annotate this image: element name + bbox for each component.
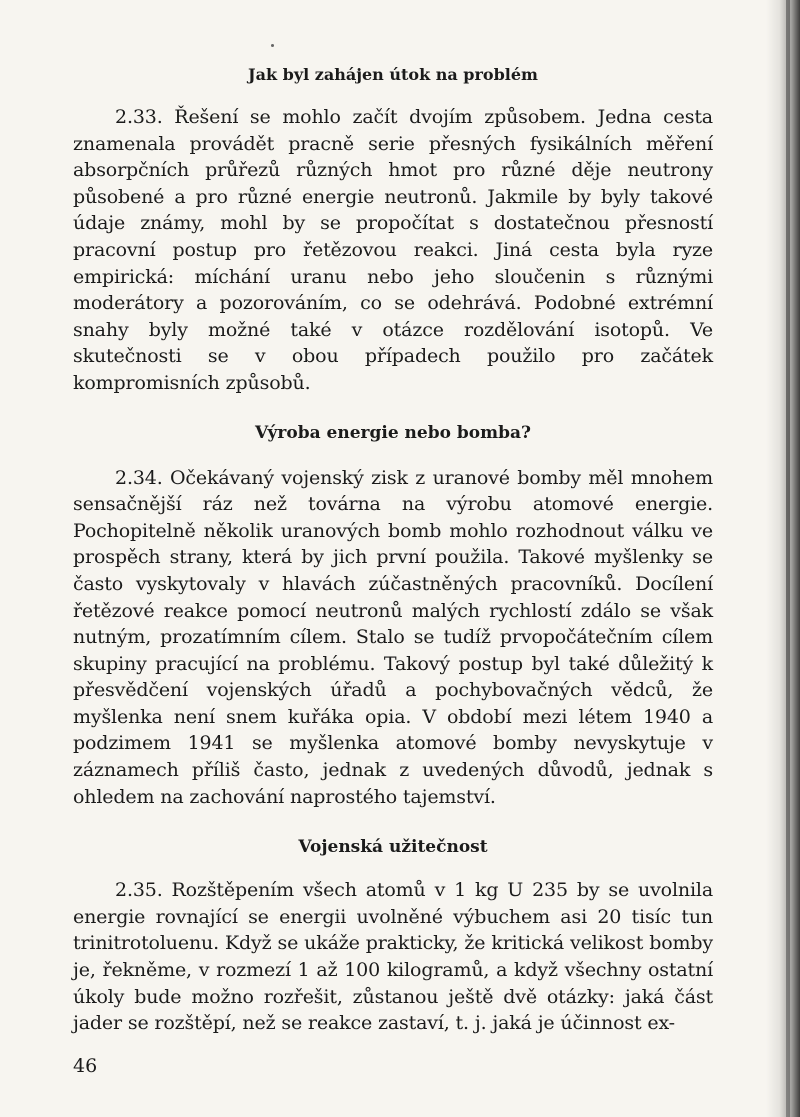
- paragraph-2-35: 2.35. Rozštěpením všech atomů v 1 kg U 235 by se uvolnila energie rovnající se energii uvolněné výbuchem asi 20 tisíc tun trinitrotoluenu. Když se ukáže prakticky, že kritická velikost bomby je, řekněme, v rozmezí 1 až 100 kilogramů, a když všechny ostatní úkoly bude možno rozřešit, zůstanou ještě dvě otázky: jaká část jader se rozštěpí, než se reakce zastaví, t. j. jaká je účinnost ex-: [73, 879, 713, 1035]
- scan-speck: [271, 44, 274, 47]
- section-heading-military-usefulness: Vojenská užitečnost: [298, 837, 488, 858]
- running-header: Jak byl zahájen útok na problém: [248, 65, 538, 84]
- book-binding-shadow: [766, 0, 800, 1117]
- paragraph-2-33: 2.33. Řešení se mohlo začít dvojím způsobem. Jedna cesta znamenala provádět pracně serie přesných fysikálních měření absorpčních průřezů různých hmot pro různé děje neutrony působené a pro různé energie neutronů. Jakmile by byly takové údaje známy, mohl by se propočítat s dostatečnou přesností pracovní postup pro řetězovou reakci. Jiná cesta byla ryze empirická: míchání uranu nebo jeho sloučenin s různými moderátory a pozorováním, co se odehrává. Podobné extrémní snahy byly možné také v otázce rozdělování isotopů. Ve skutečnosti se v obou případech použilo pro začátek kompromisních způsobů.: [73, 106, 713, 394]
- section-heading-energy-or-bomb: Výroba energie nebo bomba?: [255, 422, 531, 443]
- book-binding-edge: [786, 0, 790, 1117]
- page-number: 46: [73, 1055, 98, 1077]
- paragraph-2-34: 2.34. Očekávaný vojenský zisk z uranové bomby měl mnohem sensačnější ráz než továrna na výrobu atomové energie. Pochopitelně několik uranových bomb mohlo rozhodnout válku ve prospěch strany, která by jich první použila. Takové myšlenky se často vyskytovaly v hlavách zúčastněných pracovníků. Docílení řetězové reakce pomocí neutronů malých rychlostí zdálo se však nutným, prozatímním cílem. Stalo se tudíž prvopočátečním cílem skupiny pracující na problému. Takový postup byl také důležitý k přesvědčení vojenských úřadů a pochybovačných vědců, že myšlenka není snem kuřáka opia. V období mezi létem 1940 a podzimem 1941 se myšlenka atomové bomby nevyskytuje v záznamech příliš často, jednak z uvedených důvodů, jednak s ohledem na zachování naprostého tajemství.: [73, 466, 713, 808]
- page-content: [73, 62, 713, 1037]
